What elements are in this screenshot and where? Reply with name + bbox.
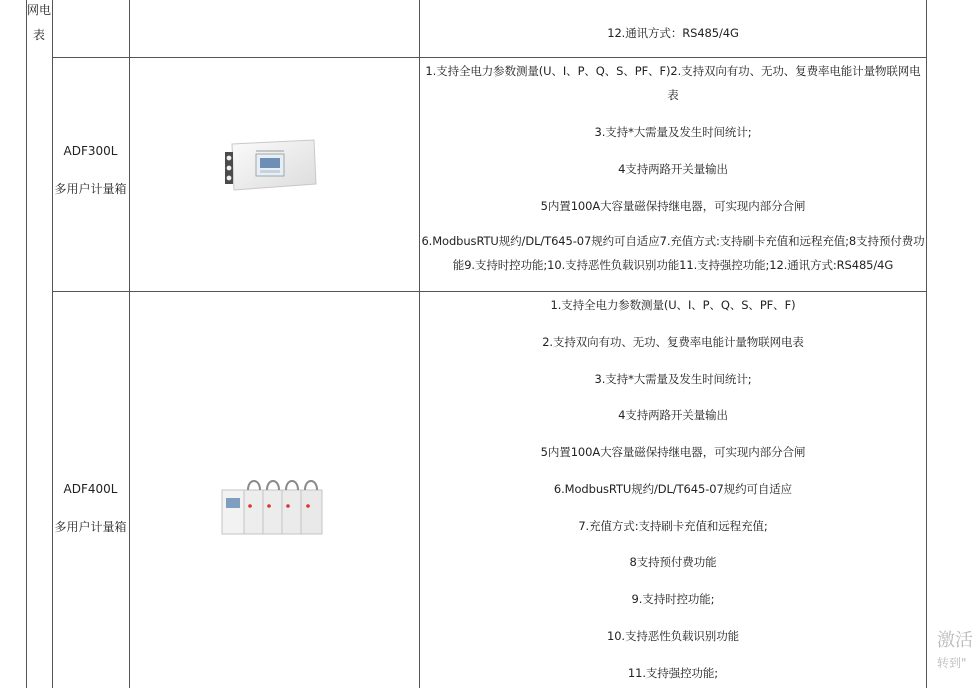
row2-feature-3: 3.支持*大需量及发生时间统计;: [594, 372, 752, 386]
row1-model: ADF300L: [63, 144, 118, 158]
row1-feature-4: 4支持两路开关量输出: [618, 162, 728, 176]
table-border-right: [926, 0, 927, 688]
row2-feature-1: 1.支持全电力参数测量(U、I、P、Q、S、PF、F): [550, 298, 796, 312]
table-border-cat: [52, 0, 53, 688]
row-divider-2: [52, 291, 927, 292]
row1-feature-3: 3.支持*大需量及发生时间统计;: [594, 125, 752, 139]
row2-feature-7: 7.充值方式:支持刷卡充值和远程充值;: [578, 519, 768, 533]
row2-feature-5: 5内置100A大容量磁保持继电器，可实现内部分合闸: [540, 445, 806, 459]
adf400l-product-image: [220, 476, 324, 538]
category-label-line1: 网电: [26, 3, 51, 17]
row1-feature-1: 1.支持全电力参数测量(U、I、P、Q、S、PF、F)2.支持双向有功、无功、复费率电能计量物联网电表: [425, 64, 921, 102]
row2-product-name: 多用户计量箱: [54, 520, 127, 534]
table-border-left: [26, 0, 27, 688]
row2-feature-2: 2.支持双向有功、无功、复费率电能计量物联网电表: [542, 335, 804, 349]
row0-feature: 12.通讯方式：RS485/4G: [607, 26, 739, 40]
activation-watermark-line2: 转到": [937, 656, 967, 670]
category-label-line2: 表: [32, 28, 45, 42]
row2-feature-11: 11.支持强控功能;: [627, 666, 719, 680]
row-divider-1: [52, 57, 927, 58]
adf300l-product-image: [222, 138, 318, 194]
row2-model: ADF400L: [63, 482, 118, 496]
row2-feature-4: 4支持两路开关量输出: [618, 408, 728, 422]
table-border-model: [129, 0, 130, 688]
row2-feature-8: 8支持预付费功能: [629, 555, 717, 569]
row1-feature-6: 6.ModbusRTU规约/DL/T645-07规约可自适应7.充值方式:支持刷卡充值和远程充值;8支持预付费功能9.支持时控功能;10.支持恶性负载识别功能11.支持强控功能;12.通讯方式:RS485/4G: [421, 234, 925, 272]
activation-watermark-line1: 激活: [937, 630, 973, 651]
row2-feature-6: 6.ModbusRTU规约/DL/T645-07规约可自适应: [553, 482, 793, 496]
row1-feature-5: 5内置100A大容量磁保持继电器，可实现内部分合闸: [540, 199, 806, 213]
row1-product-name: 多用户计量箱: [54, 182, 127, 196]
row2-feature-9: 9.支持时控功能;: [631, 592, 715, 606]
row2-feature-10: 10.支持恶性负载识别功能: [607, 629, 739, 643]
row0-feature-12: [420, 0, 926, 2]
